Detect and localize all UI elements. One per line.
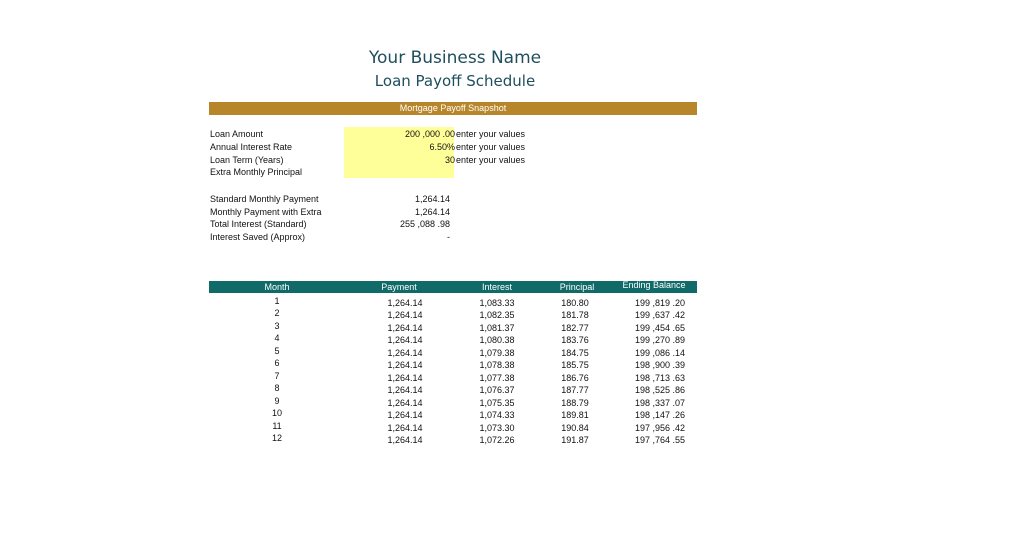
cell-principal: 185.75: [561, 360, 589, 371]
company-title: Your Business Name: [368, 48, 542, 68]
cell-payment: 1,264.14: [387, 385, 423, 396]
loan-amount-label: Loan Amount: [210, 129, 264, 139]
payment-with-extra-value: 1,264.14: [414, 207, 450, 217]
cell-interest: 1,083.33: [479, 298, 515, 308]
standard-payment-label: Standard Monthly Payment: [210, 194, 319, 204]
cell-ending-balance: 199 ,637 .42: [634, 310, 686, 321]
cell-ending-balance: 199 ,454 .65: [634, 322, 686, 333]
cell-interest: 1,077.38: [479, 372, 515, 383]
cell-principal: 190.84: [561, 422, 589, 433]
cell-payment: 1,264.14: [387, 434, 423, 445]
interest-saved-value: -: [447, 232, 450, 242]
cell-interest: 1,072.26: [479, 434, 515, 445]
column-header-payment: Payment: [381, 282, 417, 292]
loan-amount-input[interactable]: 200 ,000 .00: [404, 129, 455, 139]
cell-principal: 180.80: [561, 298, 589, 308]
schedule-table-header: [209, 281, 697, 293]
extra-principal-label: Extra Monthly Principal: [210, 167, 303, 177]
column-header-principal: Principal: [559, 282, 595, 292]
cell-payment: 1,264.14: [387, 310, 423, 321]
cell-principal: 187.77: [561, 385, 589, 396]
cell-month: 8: [274, 383, 280, 394]
loan-term-label: Loan Term (Years): [210, 155, 284, 165]
loan-amount-note: enter your values: [456, 129, 526, 139]
cell-principal: 182.77: [561, 322, 589, 333]
cell-interest: 1,082.35: [479, 310, 515, 321]
cell-principal: 184.75: [561, 347, 589, 358]
cell-payment: 1,264.14: [387, 397, 423, 408]
cell-payment: 1,264.14: [387, 298, 423, 308]
snapshot-banner: Mortgage Payoff Snapshot: [209, 102, 697, 115]
cell-principal: 189.81: [561, 410, 589, 421]
cell-principal: 181.78: [561, 310, 589, 321]
cell-interest: 1,076.37: [479, 385, 515, 396]
cell-month: 2: [274, 308, 280, 319]
column-header-ending-balance: Ending Balance: [622, 280, 686, 290]
cell-ending-balance: 198 ,900 .39: [634, 360, 686, 371]
cell-ending-balance: 198 ,147 .26: [634, 410, 686, 421]
cell-month: 7: [274, 370, 280, 381]
cell-payment: 1,264.14: [387, 360, 423, 371]
cell-payment: 1,264.14: [387, 335, 423, 346]
cell-interest: 1,074.33: [479, 410, 515, 421]
cell-payment: 1,264.14: [387, 372, 423, 383]
cell-principal: 186.76: [561, 372, 589, 383]
total-interest-label: Total Interest (Standard): [210, 219, 307, 229]
cell-interest: 1,080.38: [479, 335, 515, 346]
cell-payment: 1,264.14: [387, 322, 423, 333]
cell-interest: 1,078.38: [479, 360, 515, 371]
column-header-month: Month: [264, 282, 290, 292]
cell-ending-balance: 198 ,525 .86: [634, 385, 686, 396]
cell-principal: 183.76: [561, 335, 589, 346]
cell-interest: 1,081.37: [479, 322, 515, 333]
loan-term-note: enter your values: [456, 155, 526, 165]
cell-ending-balance: 197 ,956 .42: [634, 422, 686, 433]
cell-payment: 1,264.14: [387, 347, 423, 358]
interest-rate-note: enter your values: [456, 142, 526, 152]
cell-principal: 188.79: [561, 397, 589, 408]
cell-month: 4: [274, 333, 280, 344]
schedule-title: Loan Payoff Schedule: [374, 72, 536, 90]
cell-month: 3: [274, 320, 280, 331]
cell-month: 12: [271, 432, 282, 443]
interest-saved-label: Interest Saved (Approx): [210, 232, 306, 242]
cell-month: 10: [271, 408, 282, 419]
cell-ending-balance: 198 ,337 .07: [634, 397, 686, 408]
payment-with-extra-label: Monthly Payment with Extra: [210, 207, 322, 217]
loan-term-input[interactable]: 30: [444, 155, 455, 165]
cell-interest: 1,073.30: [479, 422, 515, 433]
standard-payment-value: 1,264.14: [414, 194, 450, 204]
cell-month: 9: [274, 395, 280, 406]
interest-rate-label: Annual Interest Rate: [210, 142, 293, 152]
total-interest-value: 255 ,088 .98: [399, 219, 450, 229]
cell-principal: 191.87: [561, 434, 589, 445]
cell-month: 1: [274, 296, 280, 306]
cell-ending-balance: 199 ,086 .14: [634, 347, 686, 358]
cell-ending-balance: 199 ,270 .89: [634, 335, 686, 346]
cell-month: 6: [274, 358, 280, 369]
cell-month: 11: [272, 420, 282, 431]
interest-rate-input[interactable]: 6.50%: [429, 142, 455, 152]
cell-interest: 1,075.35: [479, 397, 515, 408]
cell-ending-balance: 199 ,819 .20: [634, 298, 686, 308]
cell-ending-balance: 197 ,764 .55: [634, 434, 686, 445]
cell-payment: 1,264.14: [387, 422, 423, 433]
cell-ending-balance: 198 ,713 .63: [634, 372, 686, 383]
cell-payment: 1,264.14: [387, 410, 423, 421]
column-header-interest: Interest: [481, 282, 512, 292]
cell-month: 5: [274, 345, 280, 356]
cell-interest: 1,079.38: [479, 347, 515, 358]
